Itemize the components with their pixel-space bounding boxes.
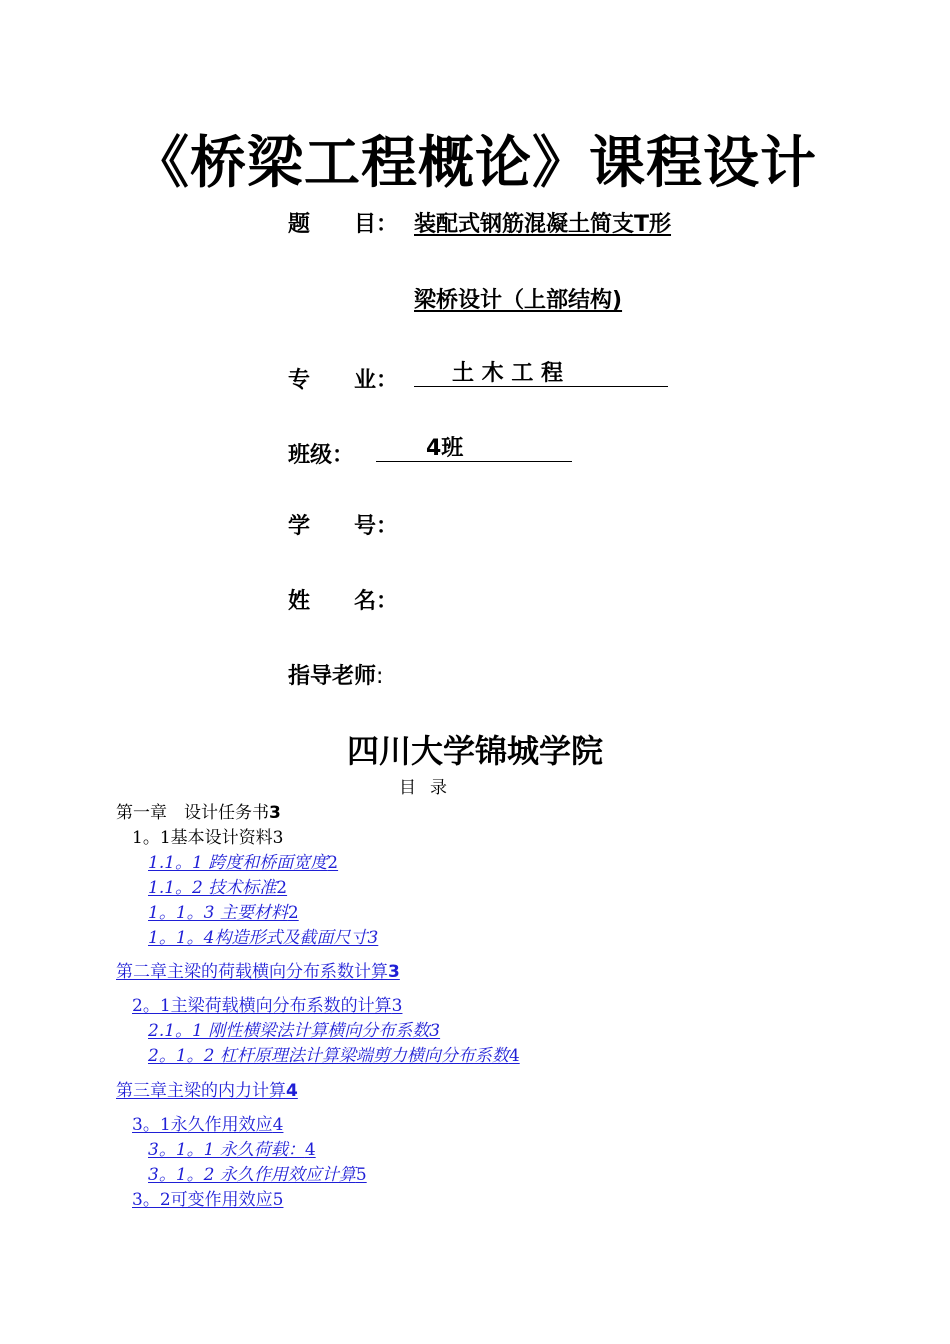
advisor-colon: : — [376, 664, 384, 689]
student-id-label: 学 号： — [288, 514, 399, 539]
name-field — [288, 587, 398, 617]
page-title: 《桥梁工程概论》课程设计 — [133, 131, 817, 196]
name-label: 姓 名： — [288, 589, 399, 614]
class-blank — [376, 437, 572, 462]
toc-link-3-1[interactable]: 3。1永久作用效应4 — [132, 1115, 284, 1135]
topic-field — [288, 210, 671, 240]
topic-label: 题 目： — [288, 212, 399, 237]
toc-link-2-1[interactable]: 2。1主梁荷载横向分布系数的计算3 — [132, 996, 403, 1016]
toc-link-2-1-1[interactable]: 2.1。1 刚性横梁法计算横向分布系数3 — [148, 1021, 441, 1041]
toc-link-1-1-2[interactable]: 1.1。2 技术标准2 — [148, 878, 288, 898]
student-id-field — [288, 512, 398, 542]
major-label: 专 业： — [288, 368, 399, 393]
class-label: 班级： — [288, 443, 355, 468]
class-value: 4班 — [426, 436, 464, 461]
major-value: 土 木 工 程 — [452, 361, 563, 386]
advisor-label: 指导老师 — [288, 664, 377, 689]
toc-link-3-1-2[interactable]: 3。1。2 永久作用效应计算5 — [148, 1165, 367, 1185]
topic-value-line2: 梁桥设计（上部结构) — [414, 288, 623, 313]
toc-link-1-1-3[interactable]: 1。1。3 主要材料2 — [148, 903, 299, 923]
toc-heading: 目录 — [399, 778, 461, 798]
toc-link-1-1-4[interactable]: 1。1。4构造形式及截面尺寸3 — [148, 928, 379, 948]
major-blank — [414, 362, 668, 387]
topic-value-line1: 装配式钢筋混凝土简支T形 — [414, 212, 672, 237]
school-name: 四川大学锦城学院 — [346, 732, 603, 770]
topic-field-line2 — [414, 286, 622, 316]
class-field — [288, 437, 572, 471]
toc-link-1-1-1[interactable]: 1.1。1 跨度和桥面宽度2 — [148, 853, 339, 873]
toc-entry-1-1[interactable]: 1。1基本设计资料3 — [132, 828, 284, 848]
advisor-field — [288, 662, 383, 692]
toc-link-3-2[interactable]: 3。2可变作用效应5 — [132, 1190, 284, 1210]
toc-link-2-1-2[interactable]: 2。1。2 杠杆原理法计算梁端剪力横向分布系数4 — [148, 1046, 520, 1066]
toc-entry-ch1[interactable]: 第一章 设计任务书3 — [116, 803, 281, 823]
toc-link-ch2[interactable]: 第二章主梁的荷载横向分布系数计算3 — [116, 962, 400, 982]
toc-link-ch3[interactable]: 第三章主梁的内力计算4 — [116, 1081, 298, 1101]
toc-link-3-1-1[interactable]: 3。1。1 永久荷载：4 — [148, 1140, 316, 1160]
major-field — [288, 362, 668, 396]
